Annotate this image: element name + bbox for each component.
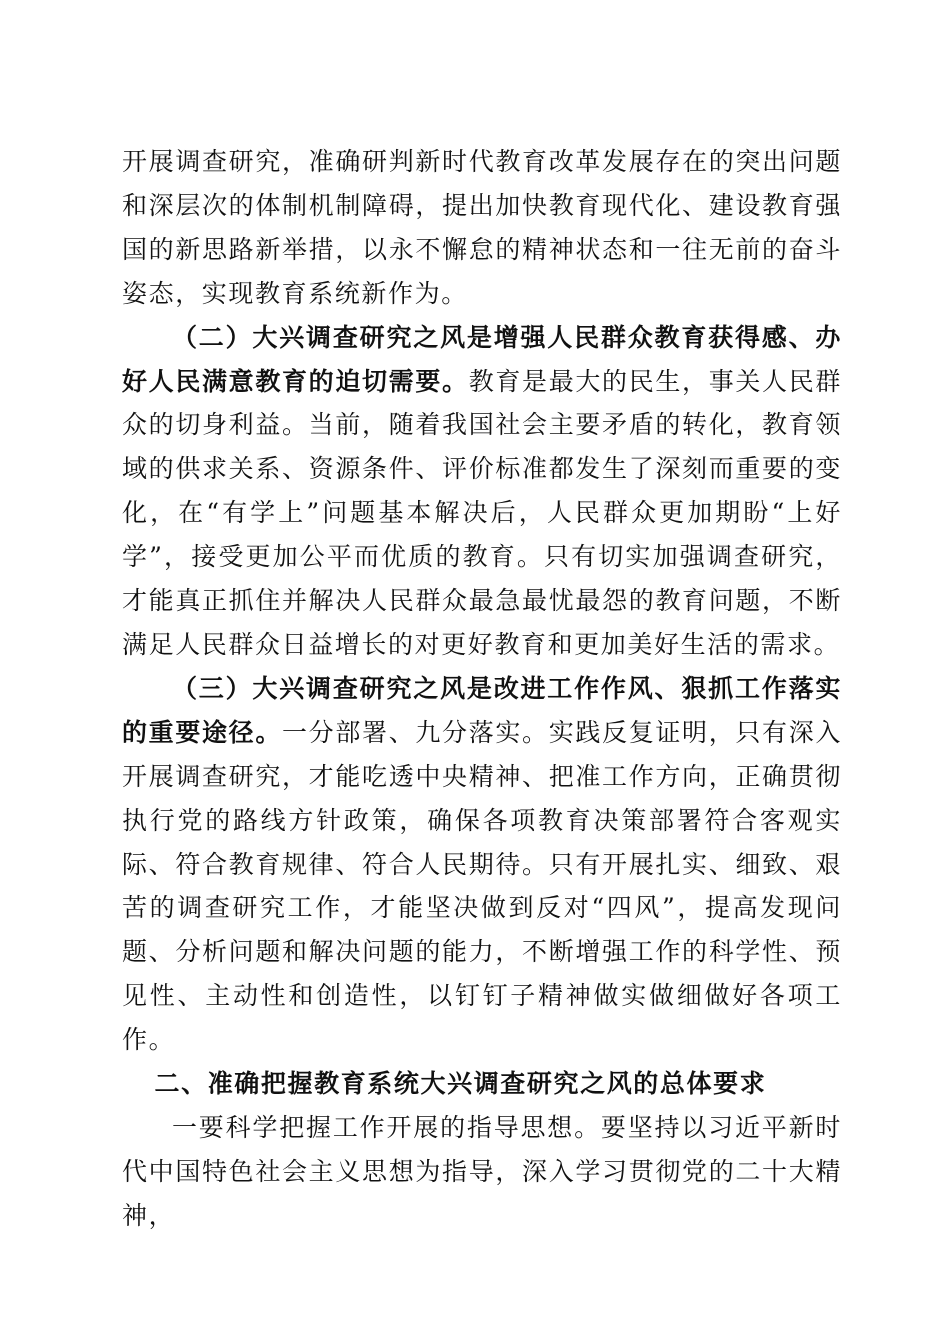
paragraph-requirement-one: 一要科学把握工作开展的指导思想。要坚持以习近平新时代中国特色社会主义思想为指导，深入学习贯彻党的二十大精神， [122,1112,842,1230]
point-three-lead: （三）大兴调查研究之风是改进工作作风、狠抓工作落实的重要途径。 [122,673,842,747]
section-heading: 二、准确把握教育系统大兴调查研究之风的总体要求 [154,1069,767,1099]
point-three-body: 一分部署、九分落实。实践反复证明，只有深入开展调查研究，才能吃透中央精神、把准工作方向，正确贯彻执行党的路线方针政策，确保各项教育决策部署符合客观实际、符合教育规律、符合人民期待。只有开展扎实、细致、艰苦的调查研究工作，才能坚决做到反对“四风”，提高发现问题、分析问题和解决问题的能力，不断增强工作的科学性、预见性、主动性和创造性，以钉钉子精神做实做细做好各项工作。 [122,717,842,1055]
point-two-lead: （二）大兴调查研究之风是增强人民群众教育获得感、办好人民满意教育的迫切需要。 [122,322,842,396]
paragraph-continuation: 开展调查研究，准确研判新时代教育改革发展存在的突出问题和深层次的体制机制障碍，提出加快教育现代化、建设教育强国的新思路新举措，以永不懈怠的精神状态和一往无前的奋斗姿态，实现教育系统新作为。 [122,147,842,308]
point-two-body: 教育是最大的民生，事关人民群众的切身利益。当前，随着我国社会主要矛盾的转化，教育领域的供求关系、资源条件、评价标准都发生了深刻而重要的变化，在“有学上”问题基本解决后，人民群众更加期盼“上好学”，接受更加公平而优质的教育。只有切实加强调查研究，才能真正抓住并解决人民群众最急最忧最怨的教育问题，不断满足人民群众日益增长的对更好教育和更加美好生活的需求。 [122,366,842,659]
paragraph-point-three [122,667,842,1062]
document-body [122,140,842,1238]
paragraph-point-two [122,316,842,667]
